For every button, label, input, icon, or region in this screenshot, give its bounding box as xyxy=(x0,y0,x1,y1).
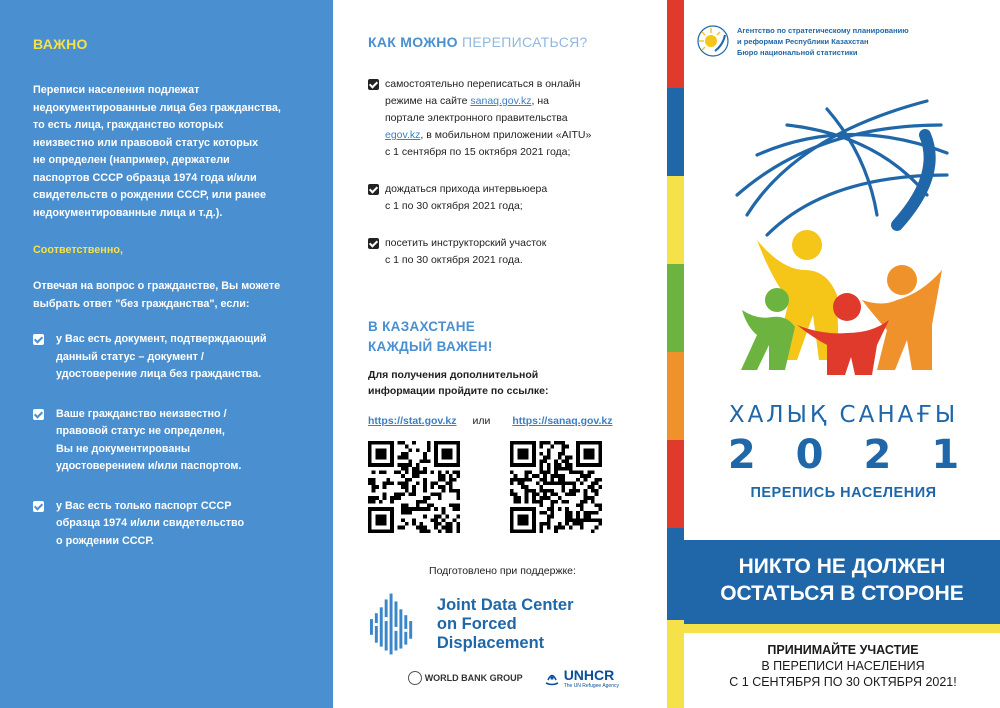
registration-options-list xyxy=(368,76,647,269)
qr-codes-row xyxy=(368,441,647,533)
qr-code-stat[interactable] xyxy=(368,441,460,533)
text-line: режиме на сайте xyxy=(385,95,471,107)
more-info-text: Для получения дополнительной информации пройдите по ссылке: xyxy=(368,369,549,397)
text-line: самостоятельно переписаться в онлайн xyxy=(385,78,581,90)
unhcr-subtitle: The UN Refugee Agency xyxy=(563,683,619,689)
jdc-logo xyxy=(368,593,647,655)
list-item xyxy=(368,76,647,161)
list-item xyxy=(33,331,303,384)
globe-icon xyxy=(408,671,422,685)
yellow-divider xyxy=(684,624,1000,633)
important-intro: Переписи населения подлежат недокументированные лица без гражданства, то есть лица, гражданство которых неизвестно или правовой статус которых не определен (например, держатели паспортов СССР образца 1974 года и/или свидетельств о рождении СССР, или ранее недокументированные лица и т.д.). xyxy=(33,84,281,219)
footer-line: С 1 СЕНТЯБРЯ ПО 30 ОКТЯБРЯ 2021! xyxy=(729,675,957,689)
stripe-red xyxy=(667,440,684,528)
list-item-text: Ваше гражданство неизвестно / правовой статус не определен, Вы не документированы удостоверением и/или паспортом. xyxy=(56,407,242,472)
stateless-conditions-list xyxy=(33,331,303,550)
text-line: с 1 по 30 октября 2021 года; xyxy=(385,200,523,212)
how-to-register-title xyxy=(368,34,647,50)
census-year: 2021 xyxy=(727,432,1000,478)
unhcr-name: UNHCR xyxy=(563,667,615,683)
text-line: с 1 сентября по 15 октября 2021 года; xyxy=(385,146,571,158)
qr-code-sanaq[interactable] xyxy=(510,441,602,533)
important-title: ВАЖНО xyxy=(33,36,88,52)
text-line: , на xyxy=(531,95,549,107)
list-item-text xyxy=(385,181,547,215)
footer-heading: ПРИНИМАЙТЕ УЧАСТИЕ xyxy=(767,643,919,657)
everyone-matters-heading: В КАЗАХСТАНЕ КАЖДЫЙ ВАЖЕН! xyxy=(368,319,493,354)
footer-line: В ПЕРЕПИСИ НАСЕЛЕНИЯ xyxy=(761,659,925,673)
checkbox-icon xyxy=(368,238,379,249)
checkbox-icon xyxy=(368,184,379,195)
list-item-text xyxy=(385,76,591,161)
text-line: дождаться прихода интервьюера xyxy=(385,183,548,195)
egov-link[interactable]: egov.kz xyxy=(385,129,421,141)
title-part-1: КАК МОЖНО xyxy=(368,34,458,50)
or-text: или xyxy=(472,415,491,427)
links-row xyxy=(368,415,647,427)
sanaq-gov-link[interactable]: https://sanaq.gov.kz xyxy=(512,415,613,427)
unhcr-emblem-icon xyxy=(543,669,561,687)
stripe-yellow xyxy=(667,176,684,264)
list-item-text: у Вас есть документ, подтверждающий данный статус – документ / удостоверение лица без гражданства. xyxy=(56,333,267,380)
stripe-blue xyxy=(667,528,684,620)
list-item xyxy=(368,235,647,269)
checkbox-icon xyxy=(33,501,44,512)
census-title-kz: ХАЛЫҚ САНАҒЫ xyxy=(728,402,959,428)
title-part-2: ПЕРЕПИСАТЬСЯ? xyxy=(462,34,588,50)
list-item-text: у Вас есть только паспорт СССР образца 1974 и/или свидетельство о рождении СССР. xyxy=(56,499,245,547)
slogan-banner: НИКТО НЕ ДОЛЖЕН ОСТАТЬСЯ В СТОРОНЕ xyxy=(684,540,1000,624)
text-line: портале электронного правительства xyxy=(385,112,568,124)
world-bank-name: WORLD BANK GROUP xyxy=(424,673,523,683)
agency-emblem-icon xyxy=(697,25,729,57)
stripe-orange xyxy=(667,352,684,440)
text-line: с 1 по 30 октября 2021 года. xyxy=(385,254,523,266)
census-title-ru: ПЕРЕПИСЬ НАСЕЛЕНИЯ xyxy=(750,485,937,501)
agency-name: Агентство по стратегическому планированию и реформам Республики Казахстан Бюро национальной статистики xyxy=(737,26,909,57)
stripe-red xyxy=(667,0,684,88)
checkbox-icon xyxy=(33,334,44,345)
text-line: посетить инструкторский участок xyxy=(385,237,547,249)
color-stripes xyxy=(667,0,684,708)
checkbox-icon xyxy=(33,409,44,420)
list-item xyxy=(33,498,303,551)
unhcr-logo xyxy=(543,667,619,689)
jdc-bars-icon xyxy=(368,593,427,655)
panel-how-to-register xyxy=(333,0,667,708)
accordingly-subtitle: Соответственно, xyxy=(33,244,123,256)
stripe-yellow xyxy=(667,620,684,708)
sanaq-link[interactable]: sanaq.gov.kz xyxy=(470,95,532,107)
stripe-blue xyxy=(667,88,684,176)
list-item xyxy=(33,406,303,476)
panel-important xyxy=(0,0,333,708)
citizenship-question: Отвечая на вопрос о гражданстве, Вы можете выбрать ответ "без гражданства", если: xyxy=(33,280,281,310)
stripe-green xyxy=(667,264,684,352)
world-bank-logo xyxy=(408,671,523,685)
partner-logos xyxy=(368,667,647,689)
support-text: Подготовлено при поддержке: xyxy=(429,565,576,577)
list-item xyxy=(368,181,647,215)
stat-gov-link[interactable]: https://stat.gov.kz xyxy=(368,415,457,427)
census-family-logo-icon xyxy=(727,95,957,385)
participation-footer xyxy=(689,642,997,690)
agency-header xyxy=(697,25,909,58)
checkbox-icon xyxy=(368,79,379,90)
list-item-text xyxy=(385,235,546,269)
jdc-name: Joint Data Center on Forced Displacement xyxy=(436,595,574,652)
panel-cover xyxy=(667,0,1000,708)
text-line: , в мобильном приложении «AITU» xyxy=(420,129,592,141)
